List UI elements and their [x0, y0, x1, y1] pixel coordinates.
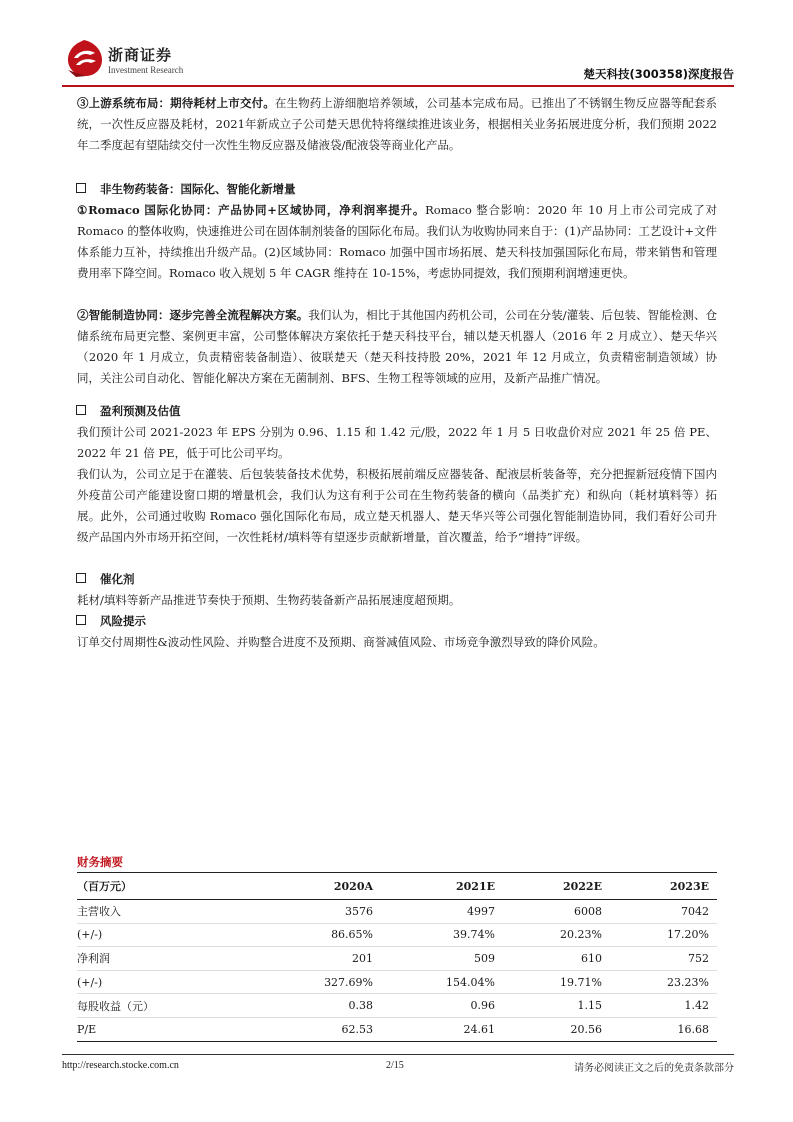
brand-logo-icon	[62, 36, 106, 80]
table-cell: 20.56	[503, 1017, 610, 1041]
column-header: 2020A	[259, 873, 381, 900]
table-cell: 3576	[259, 900, 381, 924]
row-label: (+/-)	[77, 923, 259, 947]
column-header: 2023E	[610, 873, 717, 900]
footer-disclaimer: 请务必阅读正文之后的免责条款部分	[574, 1063, 734, 1074]
table-cell: 39.74%	[381, 923, 503, 947]
checkbox-bullet-icon	[76, 615, 86, 625]
row-label: 净利润	[77, 947, 259, 971]
table-cell: 1.42	[610, 994, 717, 1018]
row-label: 主营收入	[77, 900, 259, 924]
table-cell: 509	[381, 947, 503, 971]
romaco-paragraph	[77, 200, 717, 284]
upstream-text: 在生物药上游细胞培养领域，公司基本完成布局。已推出了不锈钢生物反应器等配套系统，一次性反应器及耗材，2021年新成立子公司楚天思优特将继续推进该业务，根据相关业务拓展进度分析，我们预期 2022 年二季度起有望陆续交付一次性生物反应器及储液袋/配液袋等商业化产品。	[77, 96, 717, 152]
table-row	[77, 923, 717, 947]
row-label: 每股收益（元）	[77, 994, 259, 1018]
romaco-lead: ①Romaco 国际化协同：产品协同+区域协同，净利润率提升。	[77, 203, 426, 217]
checkbox-bullet-icon	[76, 183, 86, 193]
column-header: 2022E	[503, 873, 610, 900]
smart-mfg-paragraph	[77, 305, 717, 389]
table-cell: 0.96	[381, 994, 503, 1018]
table-cell: 17.20%	[610, 923, 717, 947]
table-cell: 24.61	[381, 1017, 503, 1041]
forecast-paragraph-1: 我们预计公司 2021-2023 年 EPS 分别为 0.96、1.15 和 1.42 元/股，2022 年 1 月 5 日收盘价对应 2021 年 25 倍 PE、2022 年 21 倍 PE，低于可比公司平均。	[77, 425, 717, 460]
table-cell: 7042	[610, 900, 717, 924]
report-title: 楚天科技(300358)深度报告	[583, 67, 734, 81]
brand-subtitle: Investment Research	[108, 65, 184, 75]
table-cell: 20.23%	[503, 923, 610, 947]
romaco-text: Romaco 整合影响：2020 年 10 月上市公司完成了对 Romaco 的整体收购，快速推进公司在固体制剂装备的国际化布局。我们认为收购协同来自于：(1)产品协同：工艺设计+文件体系能力互补，持续推出升级产品。(2)区域协同：Romaco 加强中国市场拓展、楚天科技加强国际化布局，带来销售和管理费用率下降空间。Romaco 收入规划 5 年 CAGR 维持在 10-15%，考虑协同提效，我们预期利润增速更快。	[77, 203, 718, 280]
smart-mfg-text: 我们认为，相比于其他国内药机公司，公司在分装/灌装、后包装、智能检测、仓储系统布局更完整、案例更丰富，公司整体解决方案依托于楚天科技平台，辅以楚天机器人（2016 年 2 月成立）、楚天华兴（2020 年 1 月成立，负责精密装备制造）、彼联楚天（楚天科技持股 20%，2021 年 12 月成立，负责精密制造领域）协同，关注公司自动化、智能化解决方案在无菌制剂、BFS、生物工程等领域的应用，及新产品推广情况。	[77, 308, 718, 385]
section-heading-catalyst: 催化剂	[76, 569, 716, 590]
table-cell: 201	[259, 947, 381, 971]
table-cell: 6008	[503, 900, 610, 924]
table-cell: 4997	[381, 900, 503, 924]
upstream-lead: ③上游系统布局：期待耗材上市交付。	[77, 96, 275, 110]
table-cell: 327.69%	[259, 970, 381, 994]
brand-name: 浙商证券	[108, 46, 173, 64]
checkbox-bullet-icon	[76, 573, 86, 583]
table-cell: 154.04%	[381, 970, 503, 994]
footer-website-link[interactable]: http://research.stocke.com.cn	[62, 1060, 179, 1071]
row-label: (+/-)	[77, 970, 259, 994]
catalyst-text: 耗材/填料等新产品推进节奏快于预期、生物药装备新产品拓展速度超预期。	[77, 593, 461, 607]
financial-summary-table	[77, 872, 717, 1042]
table-cell: 610	[503, 947, 610, 971]
report-body	[77, 93, 717, 653]
checkbox-bullet-icon	[76, 405, 86, 415]
table-row	[77, 947, 717, 971]
page-header	[62, 36, 734, 84]
table-cell: 86.65%	[259, 923, 381, 947]
upstream-paragraph	[77, 93, 717, 156]
table-row	[77, 994, 717, 1018]
footer-divider	[62, 1054, 734, 1055]
column-header: 2021E	[381, 873, 503, 900]
smart-mfg-lead: ②智能制造协同：逐步完善全流程解决方案。	[77, 308, 309, 322]
table-cell: 1.15	[503, 994, 610, 1018]
risk-text: 订单交付周期性&波动性风险、并购整合进度不及预期、商誉减值风险、市场竞争激烈导致的降价风险。	[77, 635, 605, 649]
table-cell: 16.68	[610, 1017, 717, 1041]
table-row	[77, 1017, 717, 1041]
row-label: P/E	[77, 1017, 259, 1041]
column-header: （百万元）	[77, 873, 259, 900]
table-cell: 0.38	[259, 994, 381, 1018]
forecast-paragraph-2: 我们认为，公司立足于在灌装、后包装装备技术优势，积极拓展前端反应器装备、配液层析装备等，充分把握新冠疫情下国内外疫苗公司产能建设窗口期的增量机会，我们认为这有利于公司在生物药装备的横向（品类扩充）和纵向（耗材填料等）拓展。此外，公司通过收购 Romaco 强化国际化布局，成立楚天机器人、楚天华兴等公司强化智能制造协同，我们看好公司升级产品国内外市场开拓空间，一次性耗材/填料等有望逐步贡献新增量，首次覆盖，给予“增持”评级。	[77, 467, 717, 544]
financial-summary-title: 财务摘要	[77, 855, 123, 869]
table-row	[77, 900, 717, 924]
table-cell: 23.23%	[610, 970, 717, 994]
page-number: 2/15	[386, 1060, 404, 1071]
table-header-row	[77, 873, 717, 900]
section-heading-non-bio: 非生物药装备：国际化、智能化新增量	[76, 179, 716, 200]
section-heading-risk: 风险提示	[76, 611, 716, 632]
table-row	[77, 970, 717, 994]
table-cell: 62.53	[259, 1017, 381, 1041]
section-heading-forecast: 盈利预测及估值	[76, 401, 716, 422]
table-cell: 19.71%	[503, 970, 610, 994]
table-cell: 752	[610, 947, 717, 971]
header-divider	[62, 85, 734, 87]
